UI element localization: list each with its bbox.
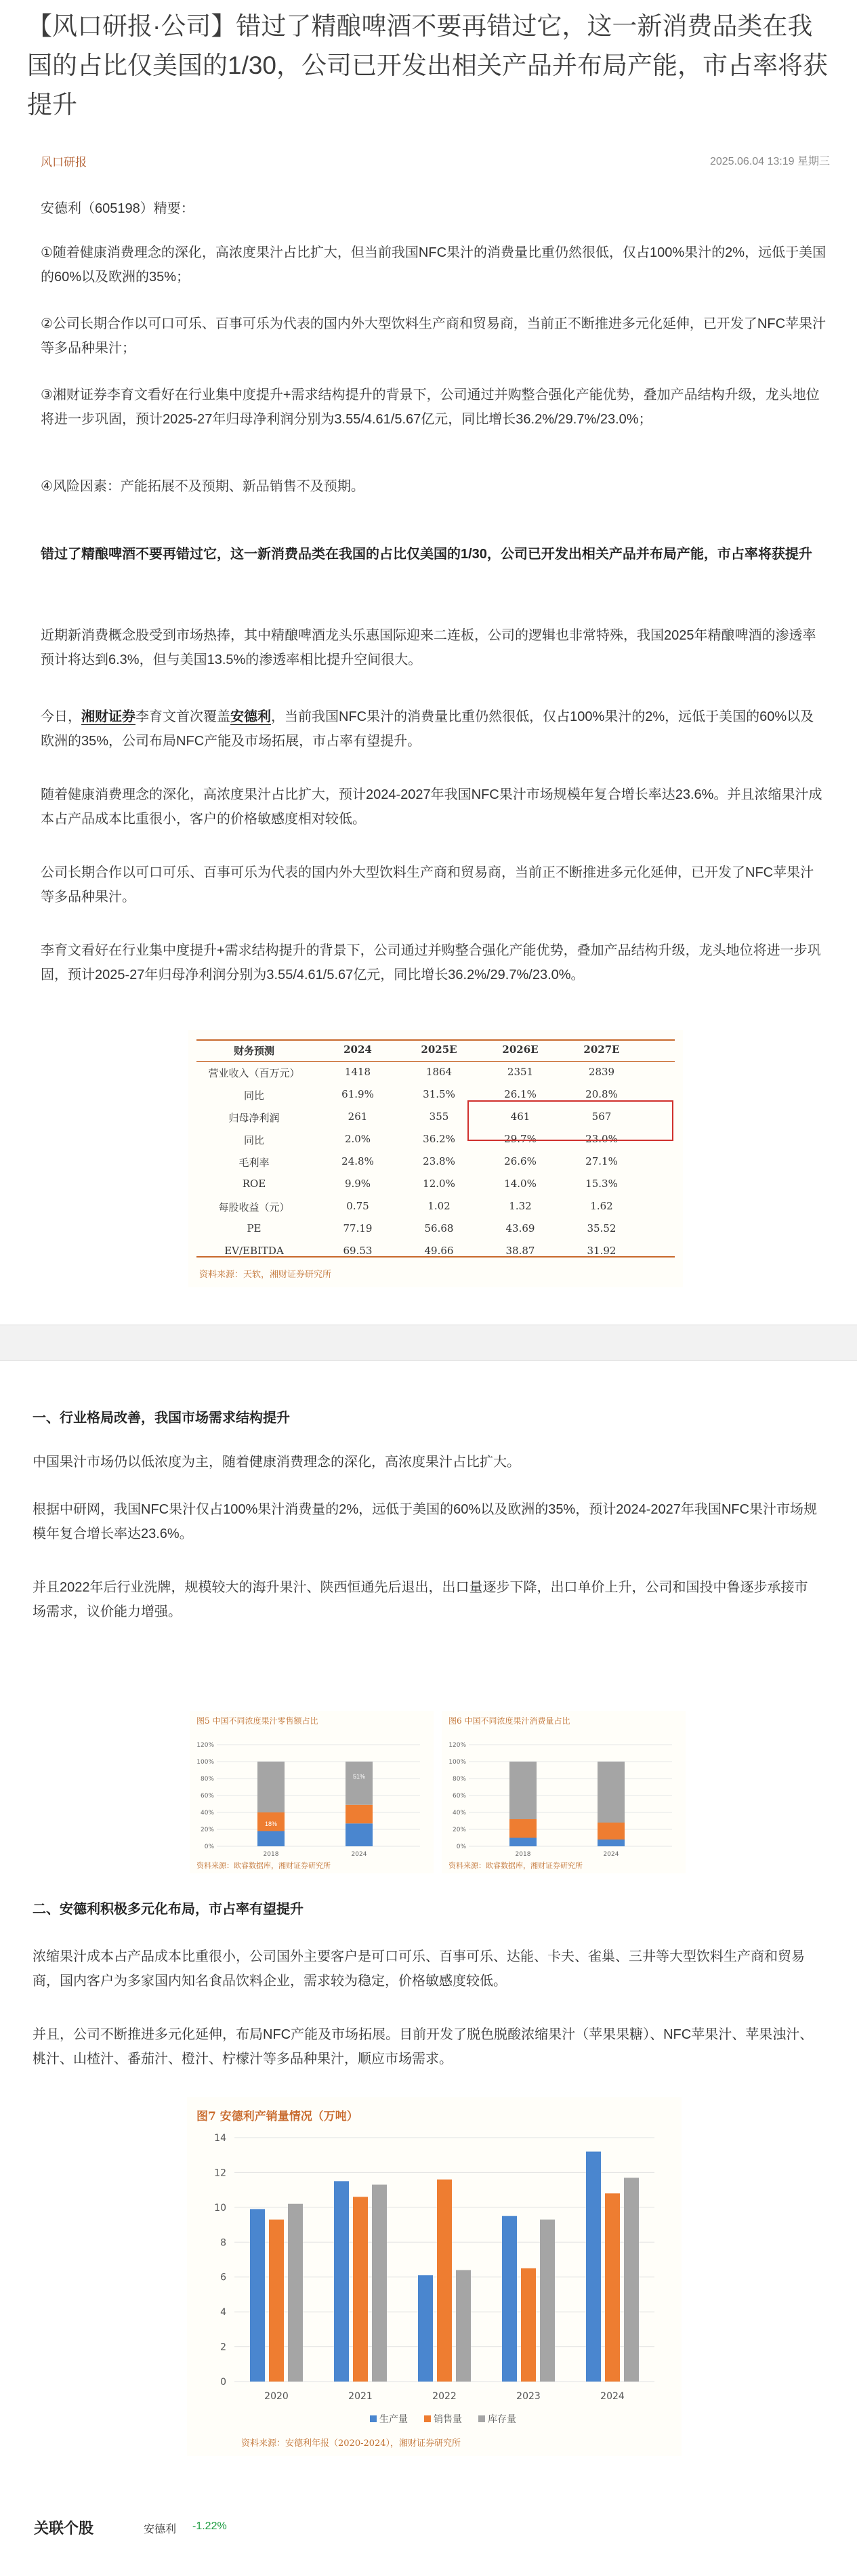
related-stocks-title: 关联个股 xyxy=(34,2520,94,2537)
para2-post: ，当前我国NFC果汁的消费量比重仍然很低，仅占100%果汁的2%，远低于美国的60%以及欧洲的35%，公司布局NFC产能及市场拓展，市占率有望提升。 xyxy=(41,709,814,749)
chart-ytick: 2 xyxy=(220,2342,226,2353)
table-cell: 56.68 xyxy=(424,1222,454,1234)
mini-bar-segment xyxy=(509,1838,537,1847)
mini-data-label: 18% xyxy=(264,1821,278,1827)
retail-share-chart xyxy=(190,1711,434,1873)
section-1-para-3: 并且2022年后行业洗牌，规模较大的海升果汁、陕西恒通先后退出，出口量逐步下降，出口单价上升，公司和国投中鲁逐步承接市场需求，议价能力增强。 xyxy=(33,1580,808,1619)
mini-bar-segment xyxy=(346,1823,373,1846)
mini-xtick: 2024 xyxy=(603,1851,619,1858)
table-cell: 同比 xyxy=(243,1134,264,1146)
table-cell: 29.7% xyxy=(504,1133,537,1145)
section-2-heading: 二、安德利积极多元化布局，市占率有望提升 xyxy=(33,1902,304,1917)
table-cell: 461 xyxy=(510,1110,530,1123)
chart-xtick: 2024 xyxy=(600,2391,625,2402)
table-cell: 1.02 xyxy=(427,1200,451,1212)
chart-bar xyxy=(540,2220,555,2382)
section-1-para-1: 中国果汁市场仍以低浓度为主，随着健康消费理念的深化，高浓度果汁占比扩大。 xyxy=(33,1455,520,1470)
mini-ytick: 20% xyxy=(200,1827,214,1833)
chart-xtick: 2023 xyxy=(516,2391,541,2402)
table-cell: 26.1% xyxy=(504,1088,537,1100)
table-cell: 77.19 xyxy=(343,1222,373,1234)
table-cell: 567 xyxy=(591,1110,612,1123)
para2-mid: 李育文首次覆盖 xyxy=(135,709,230,724)
mini-bar-segment xyxy=(257,1762,285,1812)
summary-point-3: ③湘财证券李育文看好在行业集中度提升+需求结构提升的背景下，公司通过并购整合强化产能优势，叠加产品结构升级，龙头地位将进一步巩固，预计2025-27年归母净利润分别为3.55/4.61/5.67亿元，同比增长36.2%/29.7%/23.0%； xyxy=(41,388,820,427)
mini-bar-segment xyxy=(598,1823,625,1840)
chart-bar xyxy=(418,2275,433,2382)
broker-link[interactable]: 湘财证券 xyxy=(81,709,135,724)
mini-data-label: 51% xyxy=(352,1773,366,1780)
mini-xtick: 2018 xyxy=(515,1851,531,1858)
table-cell: 69.53 xyxy=(343,1245,373,1257)
table-cell: 23.8% xyxy=(423,1155,455,1167)
mini-bar-segment xyxy=(598,1762,625,1823)
mini-ytick: 60% xyxy=(200,1793,214,1800)
mini-ytick: 100% xyxy=(196,1759,214,1766)
table-cell: 2351 xyxy=(507,1066,534,1078)
table-cell: 12.0% xyxy=(423,1178,455,1190)
article-source[interactable]: 风口研报 xyxy=(41,156,87,169)
mini-left-source: 资料来源：欧睿数据库，湘财证券研究所 xyxy=(196,1861,331,1870)
chart-ytick: 6 xyxy=(220,2272,226,2283)
table-header-cell: 2027E xyxy=(583,1043,620,1056)
production-sales-chart xyxy=(187,2097,682,2456)
mini-ytick: 40% xyxy=(200,1810,214,1816)
chart-title: 图7 安德利产销量情况（万吨） xyxy=(196,2110,358,2123)
chart-bar xyxy=(353,2197,368,2382)
table-cell: 15.3% xyxy=(585,1178,618,1190)
table-header-cell: 2024 xyxy=(343,1043,372,1056)
chart-ytick: 12 xyxy=(214,2167,226,2179)
para2-pre: 今日， xyxy=(41,709,81,724)
table-header-cell: 2025E xyxy=(421,1043,457,1056)
article-title: 【风口研报·公司】错过了精酿啤酒不要再错过它，这一新消费品类在我国的占比仅美国的1/30，公司已开发出相关产品并布局产能，市占率将获提升 xyxy=(27,12,829,119)
mini-bar-segment xyxy=(509,1762,537,1819)
table-cell: 归母净利润 xyxy=(228,1112,280,1124)
mini-xtick: 2018 xyxy=(263,1851,279,1858)
table-cell: 2.0% xyxy=(344,1133,371,1145)
chart-source: 资料来源：安德利年报（2020-2024），湘财证券研究所 xyxy=(241,2438,461,2449)
mini-bar-segment xyxy=(346,1805,373,1824)
legend-swatch xyxy=(424,2415,431,2422)
legend-label: 销售量 xyxy=(434,2414,462,2425)
mini-ytick: 20% xyxy=(452,1827,466,1833)
table-cell: 36.2% xyxy=(423,1133,455,1145)
table-cell: 14.0% xyxy=(504,1178,537,1190)
chart-ytick: 8 xyxy=(220,2237,226,2249)
table-source: 资料来源：天软，湘财证券研究所 xyxy=(199,1270,332,1280)
table-cell: 1.32 xyxy=(509,1200,532,1212)
table-cell: ROE xyxy=(242,1178,266,1190)
mini-ytick: 0% xyxy=(456,1844,466,1850)
table-cell: 24.8% xyxy=(341,1155,374,1167)
mini-right-source: 资料来源：欧睿数据库，湘财证券研究所 xyxy=(448,1861,583,1870)
table-cell: 营业收入（百万元） xyxy=(208,1067,300,1079)
table-header-cell: 2026E xyxy=(502,1043,539,1056)
page-separator xyxy=(0,1325,857,1361)
mini-ytick: 120% xyxy=(196,1742,214,1749)
legend-swatch xyxy=(478,2415,485,2422)
table-cell: 61.9% xyxy=(341,1088,374,1100)
chart-xtick: 2021 xyxy=(348,2391,373,2402)
table-cell: 355 xyxy=(429,1110,449,1123)
summary-intro: 安德利（605198）精要： xyxy=(41,201,194,216)
chart-bar xyxy=(288,2204,303,2382)
financial-forecast-table xyxy=(188,1030,683,1287)
chart-ytick: 10 xyxy=(214,2202,226,2214)
body-para-1: 近期新消费概念股受到市场热捧，其中精酿啤酒龙头乐惠国际迎来二连板，公司的逻辑也非常特殊，我国2025年精酿啤酒的渗透率预计将达到6.3%，但与美国13.5%的渗透率相比提升空间很大。 xyxy=(41,628,816,667)
table-cell: 31.5% xyxy=(423,1088,455,1100)
chart-bar xyxy=(437,2180,452,2382)
mini-ytick: 0% xyxy=(204,1844,214,1850)
mini-ytick: 120% xyxy=(448,1742,466,1749)
section-1-heading: 一、行业格局改善，我国市场需求结构提升 xyxy=(33,1411,290,1426)
legend-swatch xyxy=(370,2415,377,2422)
article-date: 2025.06.04 13:19 星期三 xyxy=(709,156,830,167)
table-cell: 同比 xyxy=(243,1089,264,1102)
table-cell: 20.8% xyxy=(585,1088,618,1100)
table-cell: 0.75 xyxy=(346,1200,369,1212)
chart-bar xyxy=(624,2178,639,2382)
section-2-para-1: 浓缩果汁成本占产品成本比重很小，公司国外主要客户是可口可乐、百事可乐、达能、卡夫、雀巢、三井等大型饮料生产商和贸易商，国内客户为多家国内知名食品饮料企业，需求较为稳定，价格敏感度较低。 xyxy=(33,1949,805,1989)
mini-bar-segment xyxy=(509,1819,537,1838)
mini-right-title: 图6 中国不同浓度果汁消费量占比 xyxy=(448,1716,570,1726)
summary-point-1: ①随着健康消费理念的深化，高浓度果汁占比扩大，但当前我国NFC果汁的消费量比重仍然很低，仅占100%果汁的2%，远低于美国的60%以及欧洲的35%； xyxy=(41,245,827,285)
mini-bar-segment xyxy=(346,1762,373,1805)
chart-bar xyxy=(605,2193,620,2382)
table-cell: 38.87 xyxy=(505,1245,535,1257)
chart-bar xyxy=(521,2268,536,2382)
mini-ytick: 80% xyxy=(200,1776,214,1783)
summary-point-2: ②公司长期合作以可口可乐、百事可乐为代表的国内外大型饮料生产商和贸易商，当前正不断推进多元化延伸，已开发了NFC苹果汁等多品种果汁； xyxy=(41,316,827,356)
mini-bar-segment xyxy=(598,1840,625,1846)
chart-bar xyxy=(372,2184,387,2382)
mini-right-plot xyxy=(442,1724,686,1867)
table-cell: 31.92 xyxy=(587,1245,616,1257)
table-cell: 49.66 xyxy=(424,1245,454,1257)
legend-label: 库存量 xyxy=(488,2414,516,2425)
table-cell: 35.52 xyxy=(587,1222,616,1234)
chart-bar xyxy=(269,2220,284,2382)
table-cell: 2839 xyxy=(588,1066,615,1078)
table-cell: 1.62 xyxy=(590,1200,613,1212)
table-cell: 1418 xyxy=(344,1066,371,1078)
body-headline: 错过了精酿啤酒不要再错过它，这一新消费品类在我国的占比仅美国的1/30，公司已开发出相关产品并布局产能，市占率将获提升 xyxy=(41,547,812,562)
table-header-cell: 财务预测 xyxy=(233,1045,274,1057)
table-cell: 1864 xyxy=(425,1066,453,1078)
table-bottom-rule xyxy=(196,1256,675,1258)
summary-point-4: ④风险因素：产能拓展不及预期、新品销售不及预期。 xyxy=(41,479,364,494)
table-cell: 每股收益（元） xyxy=(218,1201,290,1213)
table-cell: EV/EBITDA xyxy=(224,1245,284,1257)
body-para-3: 随着健康消费理念的深化，高浓度果汁占比扩大，预计2024-2027年我国NFC果汁市场规模年复合增长率达23.6%。并且浓缩果汁成本占产品成本比重很小，客户的价格敏感度相对较低。 xyxy=(41,787,822,827)
mini-ytick: 40% xyxy=(452,1810,466,1816)
table-cell: 23.0% xyxy=(585,1133,618,1145)
section-1-para-2: 根据中研网，我国NFC果汁仅占100%果汁消费量的2%，远低于美国的60%以及欧洲的35%，预计2024-2027年我国NFC果汁市场规模年复合增长率达23.6%。 xyxy=(33,1502,817,1541)
consumption-share-chart xyxy=(442,1711,686,1873)
highlight-box xyxy=(467,1100,673,1141)
chart-bar xyxy=(502,2216,517,2382)
mini-ytick: 100% xyxy=(448,1759,466,1766)
mini-left-plot xyxy=(190,1724,434,1867)
table-cell: 9.9% xyxy=(344,1178,371,1190)
chart-plot xyxy=(187,2117,682,2443)
mini-xtick: 2024 xyxy=(351,1851,367,1858)
related-stock-name[interactable]: 安德利 xyxy=(144,2524,177,2535)
body-para-5: 李育文看好在行业集中度提升+需求结构提升的背景下，公司通过并购整合强化产能优势，叠加产品结构升级，龙头地位将进一步巩固，预计2025-27年归母净利润分别为3.55/4.61/5.67亿元，同比增长36.2%/29.7%/23.0%。 xyxy=(41,943,821,982)
body-para-2 xyxy=(41,705,827,753)
body-para-4: 公司长期合作以可口可乐、百事可乐为代表的国内外大型饮料生产商和贸易商，当前正不断推进多元化延伸，已开发了NFC苹果汁等多品种果汁。 xyxy=(41,865,814,905)
chart-bar xyxy=(456,2270,471,2382)
related-stock-change: -1.22% xyxy=(192,2520,227,2532)
chart-ytick: 14 xyxy=(214,2133,226,2144)
mini-left-title: 图5 中国不同浓度果汁零售额占比 xyxy=(196,1716,318,1726)
mini-ytick: 60% xyxy=(452,1793,466,1800)
chart-bar xyxy=(250,2209,265,2382)
table-cell: 261 xyxy=(348,1110,368,1123)
chart-ytick: 0 xyxy=(220,2377,226,2388)
chart-ytick: 4 xyxy=(220,2307,226,2319)
table-cell: 43.69 xyxy=(505,1222,535,1234)
table-cell: 27.1% xyxy=(585,1155,618,1167)
chart-xtick: 2022 xyxy=(432,2391,457,2402)
legend-label: 生产量 xyxy=(379,2414,408,2425)
section-2-para-2: 并且，公司不断推进多元化延伸，布局NFC产能及市场拓展。目前开发了脱色脱酸浓缩果汁（苹果果糖）、NFC苹果汁、苹果浊汁、桃汁、山楂汁、番茄汁、橙汁、柠檬汁等多品种果汁，顺应市场需求。 xyxy=(33,2027,814,2066)
table-cell: 26.6% xyxy=(504,1155,537,1167)
mini-bar-segment xyxy=(257,1831,285,1847)
table-cell: PE xyxy=(247,1222,262,1234)
table-cell: 毛利率 xyxy=(238,1157,270,1169)
chart-xtick: 2020 xyxy=(264,2391,289,2402)
mini-ytick: 80% xyxy=(452,1776,466,1783)
chart-bar xyxy=(334,2181,349,2382)
stock-link[interactable]: 安德利 xyxy=(230,709,271,724)
chart-bar xyxy=(586,2152,601,2382)
